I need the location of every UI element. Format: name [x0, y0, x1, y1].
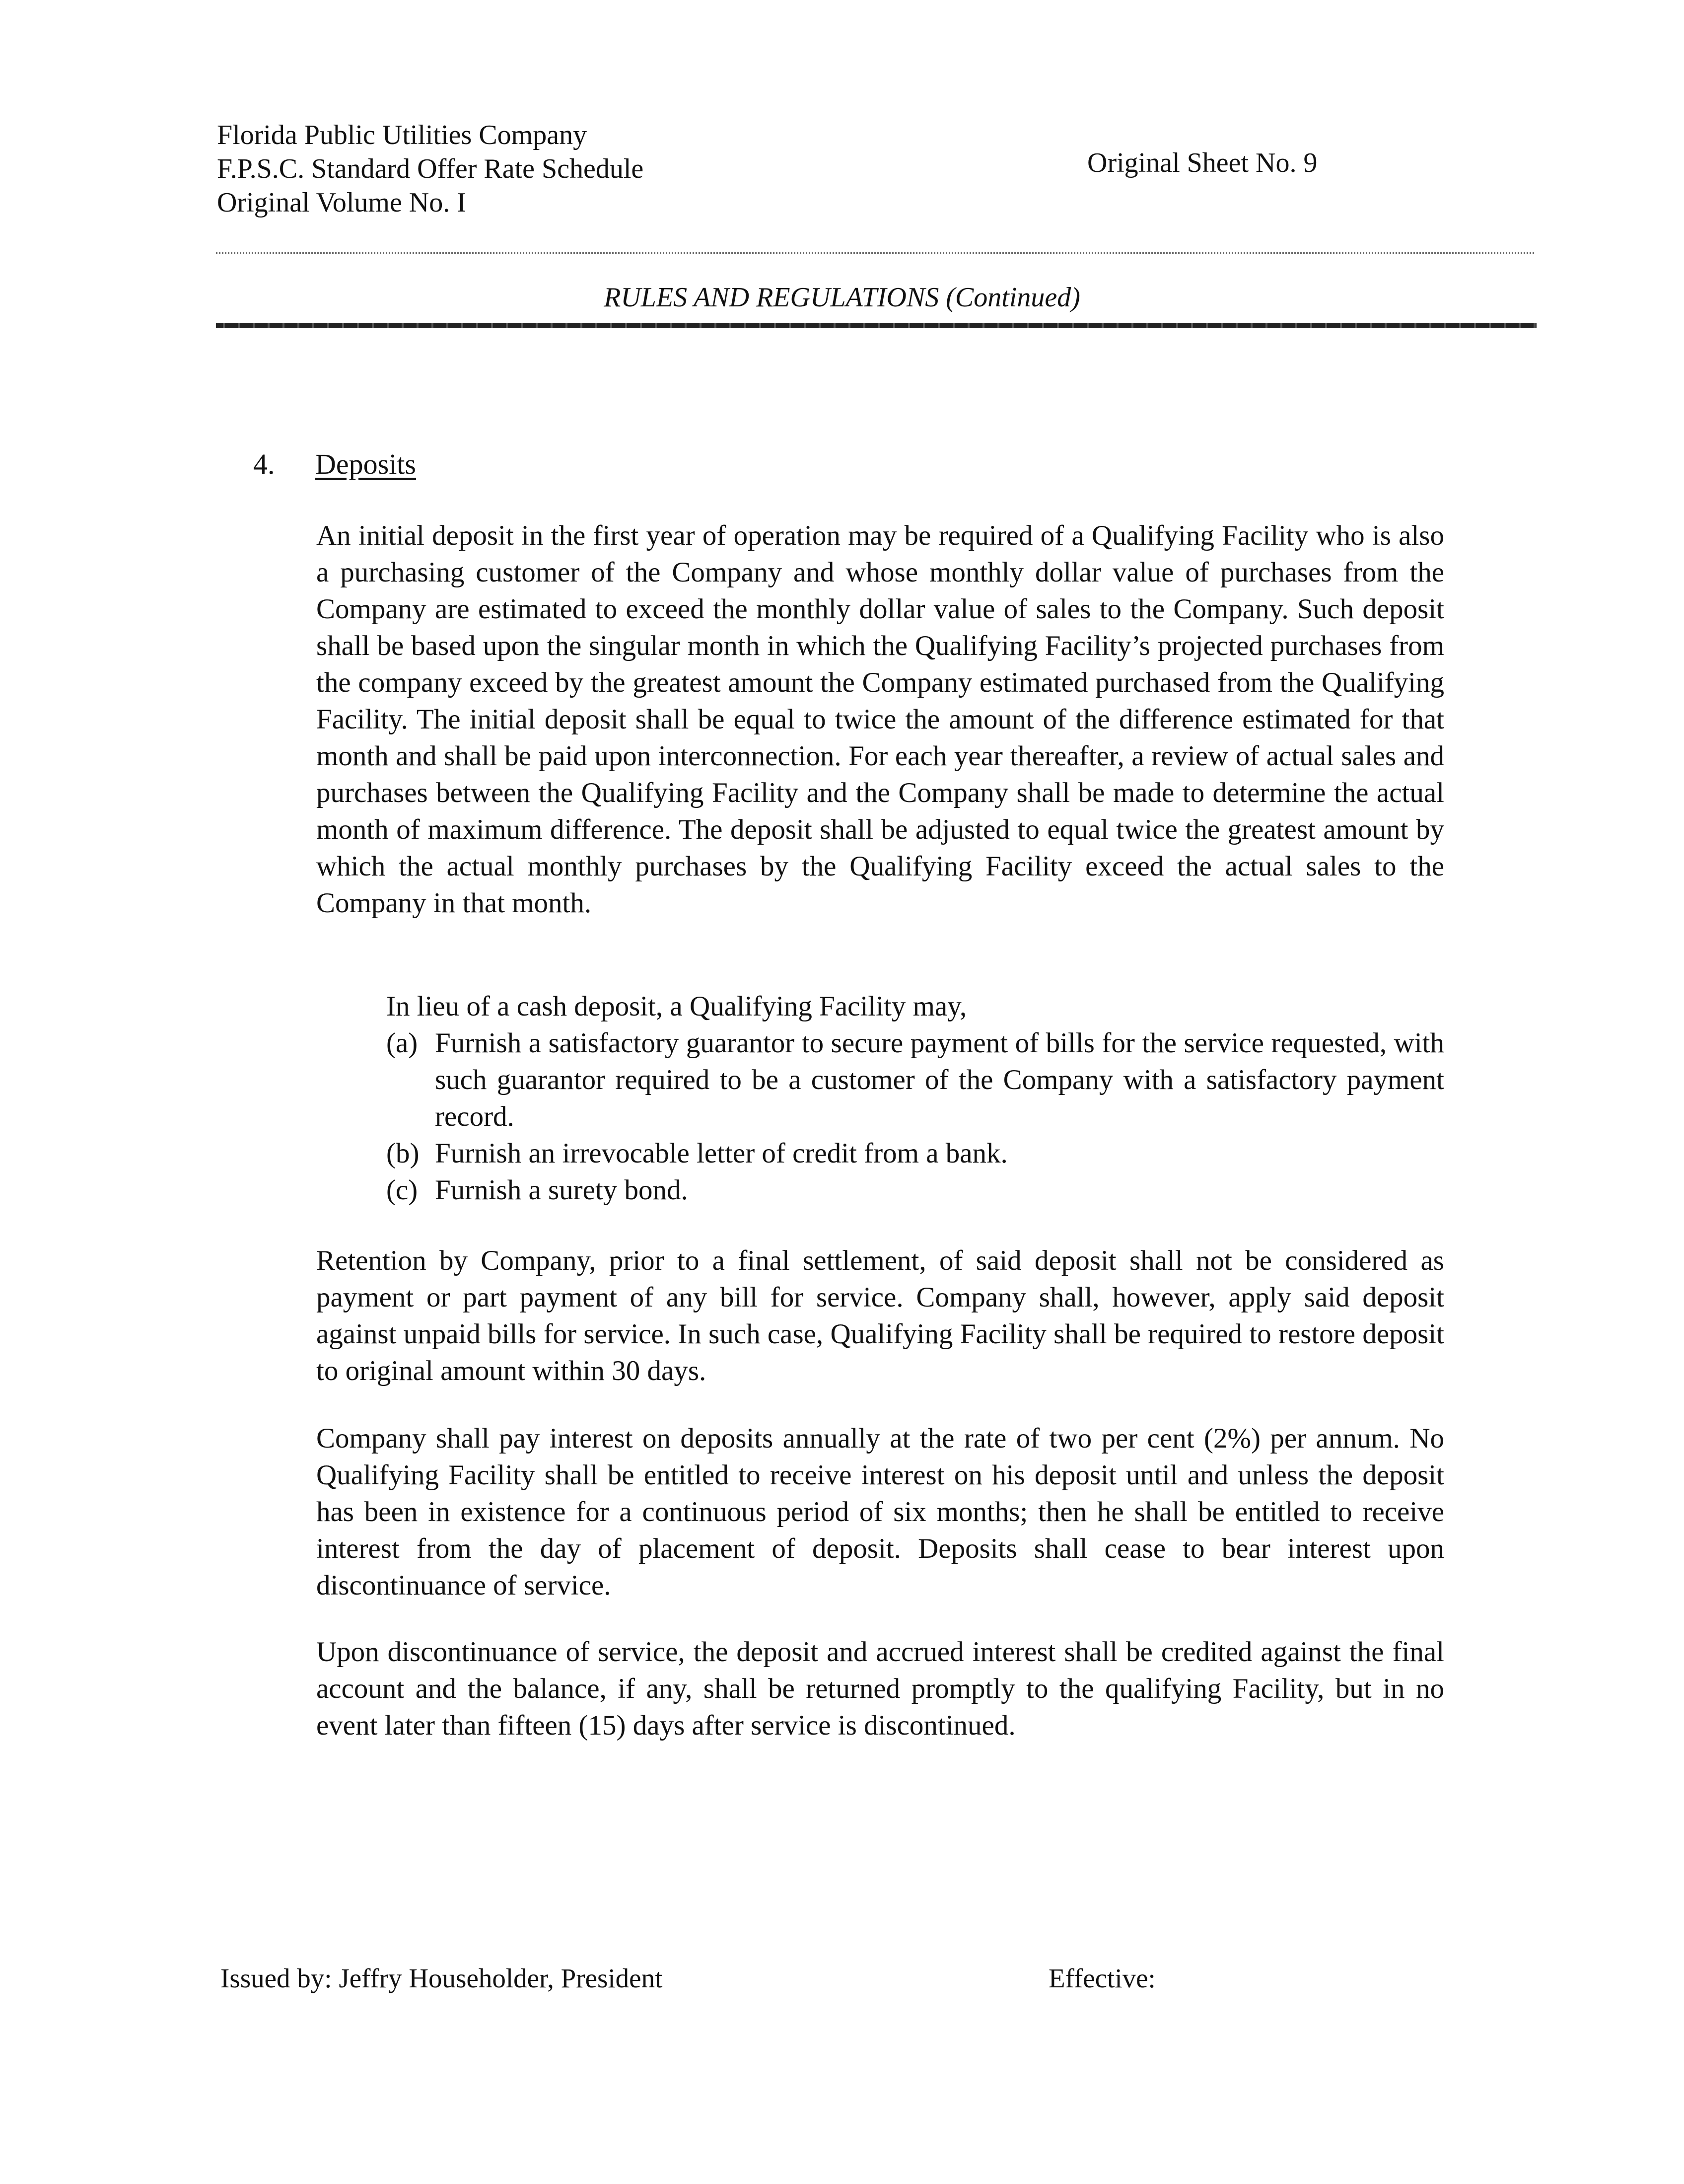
list-item [386, 1172, 1444, 1209]
paragraph-interest: Company shall pay interest on deposits annually at the rate of two per cent (2%) per annum. No Qualifying Facility shall be entitled to receive interest on his deposit until and unless the deposit has been in existence for a continuous period of six months; then he shall be entitled to receive interest from the day of placement of deposit. Deposits shall cease to bear interest upon discontinuance of service. [316, 1423, 1444, 1601]
list-marker: (c) [386, 1174, 418, 1206]
issued-by: Issued by: Jeffry Householder, President [220, 1963, 663, 1993]
header-divider [216, 252, 1534, 254]
list-item [386, 1135, 1444, 1172]
volume-number: Original Volume No. I [217, 187, 466, 218]
alternatives-list [386, 1025, 1444, 1209]
paragraph-discontinuance: Upon discontinuance of service, the deposit and accrued interest shall be credited against the final account and the balance, if any, shall be returned promptly to the qualifying Facility, but in no event later than fifteen (15) days after service is discontinued. [316, 1636, 1444, 1741]
paragraph-retention: Retention by Company, prior to a final settlement, of said deposit shall not be considered as payment or part payment of any bill for service. Company shall, however, apply said deposit against unpaid bills for service. In such case, Qualifying Facility shall be required to restore deposit to original amount within 30 days. [316, 1245, 1444, 1386]
section-number: 4. [253, 448, 275, 480]
list-item-text: Furnish a surety bond. [435, 1174, 688, 1206]
section-heading-title: Deposits [315, 448, 416, 480]
paragraph-initial-deposit: An initial deposit in the first year of operation may be required of a Qualifying Facility who is also a purchasing customer of the Company and whose monthly dollar value of purchases from the Company are estimated to exceed the monthly dollar value of sales to the Company. Such deposit shall be based upon the singular month in which the Qualifying Facility’s projected purchases from the company exceed by the greatest amount the Company estimated purchased from the Qualifying Facility. The initial deposit shall be equal to twice the amount of the difference estimated for that month and shall be paid upon interconnection. For each year thereafter, a review of actual sales and purchases between the Qualifying Facility and the Company shall be made to determine the actual month of maximum difference. The deposit shall be adjusted to equal twice the greatest amount by which the actual monthly purchases by the Qualifying Facility exceed the actual sales to the Company in that month. [316, 520, 1444, 919]
section-title: RULES AND REGULATIONS (Continued) [604, 282, 1080, 313]
company-name: Florida Public Utilities Company [217, 120, 587, 150]
list-item [386, 1025, 1444, 1135]
list-item-text: Furnish an irrevocable letter of credit from a bank. [435, 1138, 1008, 1169]
list-item-text: Furnish a satisfactory guarantor to secure payment of bills for the service requested, with such guarantor required to be a customer of the Company with a satisfactory payment record. [435, 1027, 1444, 1132]
sheet-number: Original Sheet No. 9 [1087, 147, 1318, 178]
paragraph-alternatives-intro: In lieu of a cash deposit, a Qualifying Facility may, [386, 991, 967, 1022]
effective-date: Effective: [1049, 1963, 1156, 1993]
rate-schedule: F.P.S.C. Standard Offer Rate Schedule [217, 153, 644, 184]
title-divider [216, 323, 1537, 328]
list-marker: (a) [386, 1027, 418, 1059]
section-heading [253, 447, 416, 482]
list-marker: (b) [386, 1138, 420, 1169]
company-info [217, 118, 643, 219]
